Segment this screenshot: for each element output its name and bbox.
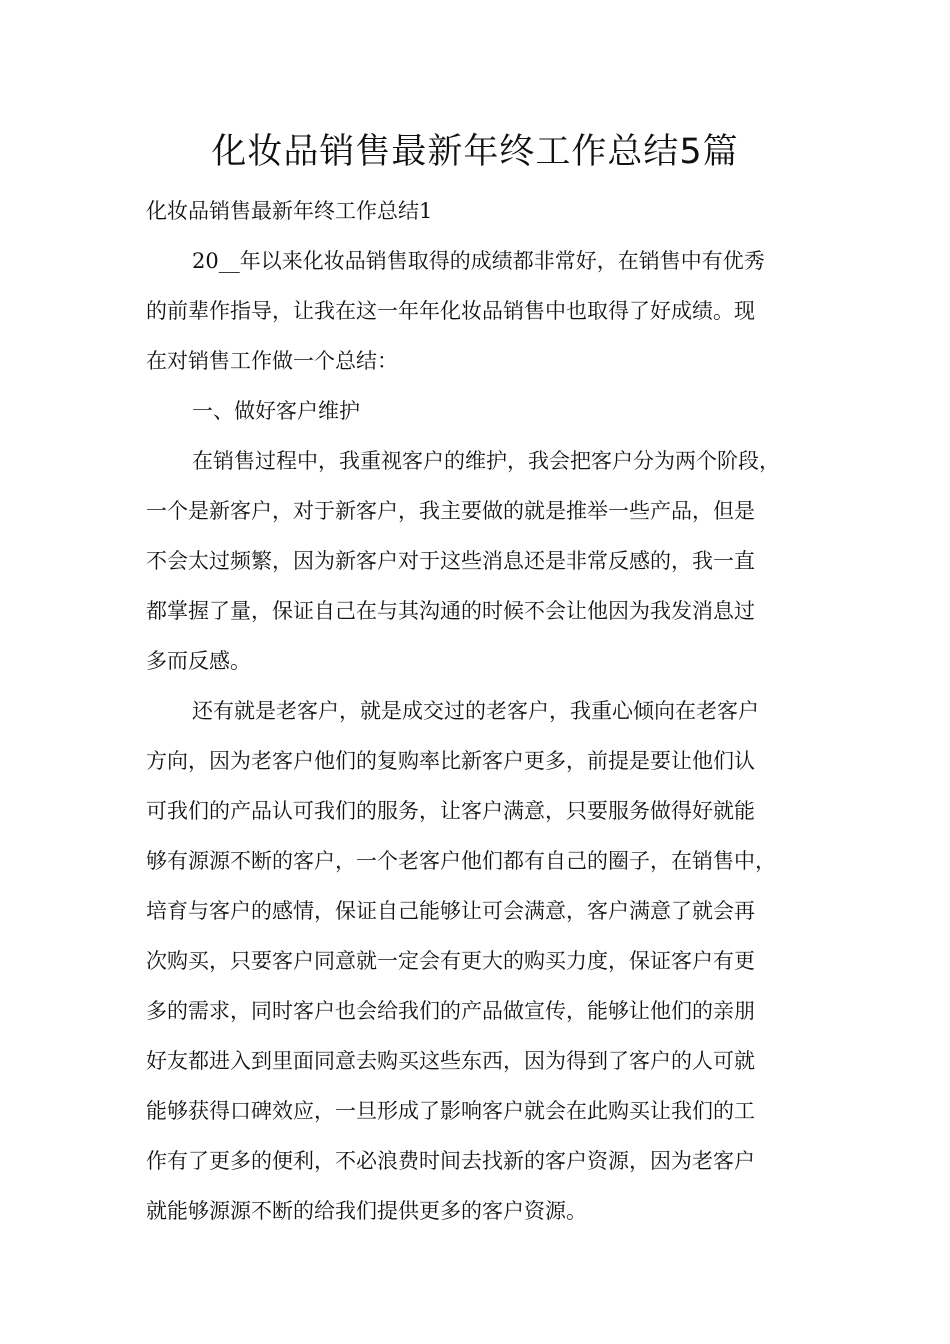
paragraph-line: 就能够源源不断的给我们提供更多的客户资源。 xyxy=(146,1199,587,1223)
document-title: 化妆品销售最新年终工作总结5篇 xyxy=(211,132,739,172)
paragraph-line: 在销售过程中，我重视客户的维护，我会把客户分为两个阶段， xyxy=(192,449,780,473)
paragraph-line: 方向，因为老客户他们的复购率比新客户更多，前提是要让他们认 xyxy=(146,749,755,773)
paragraph-line: 次购买，只要客户同意就一定会有更大的购买力度，保证客户有更 xyxy=(146,949,755,973)
paragraph-line: 还有就是老客户，就是成交过的老客户，我重心倾向在老客户 xyxy=(192,699,759,723)
document-body xyxy=(146,186,818,1236)
paragraph-line: 的前辈作指导，让我在这一年年化妆品销售中也取得了好成绩。现 xyxy=(146,299,755,323)
paragraph-line: 不会太过频繁，因为新客户对于这些消息还是非常反感的，我一直 xyxy=(146,549,755,573)
paragraph-line: 可我们的产品认可我们的服务，让客户满意，只要服务做得好就能 xyxy=(146,799,755,823)
section-heading: 化妆品销售最新年终工作总结1 xyxy=(146,199,433,223)
paragraph-line: 都掌握了量，保证自己在与其沟通的时候不会让他因为我发消息过 xyxy=(146,599,755,623)
paragraph-line: 多而反感。 xyxy=(146,649,251,673)
paragraph-line: 20__年以来化妆品销售取得的成绩都非常好，在销售中有优秀 xyxy=(192,249,765,273)
paragraph-line: 能够获得口碑效应，一旦形成了影响客户就会在此购买让我们的工 xyxy=(146,1099,755,1123)
paragraph-line: 一个是新客户，对于新客户，我主要做的就是推举一些产品，但是 xyxy=(146,499,755,523)
paragraph-line: 好友都进入到里面同意去购买这些东西，因为得到了客户的人可就 xyxy=(146,1049,755,1073)
paragraph-line: 作有了更多的便利，不必浪费时间去找新的客户资源，因为老客户 xyxy=(146,1149,755,1173)
paragraph-line: 培育与客户的感情，保证自己能够让可会满意，客户满意了就会再 xyxy=(146,899,755,923)
paragraph-line: 多的需求，同时客户也会给我们的产品做宣传，能够让他们的亲朋 xyxy=(146,999,755,1023)
subsection-heading: 一、做好客户维护 xyxy=(192,399,360,423)
paragraph-line: 在对销售工作做一个总结： xyxy=(146,349,398,373)
paragraph-line: 够有源源不断的客户，一个老客户他们都有自己的圈子，在销售中， xyxy=(146,849,776,873)
